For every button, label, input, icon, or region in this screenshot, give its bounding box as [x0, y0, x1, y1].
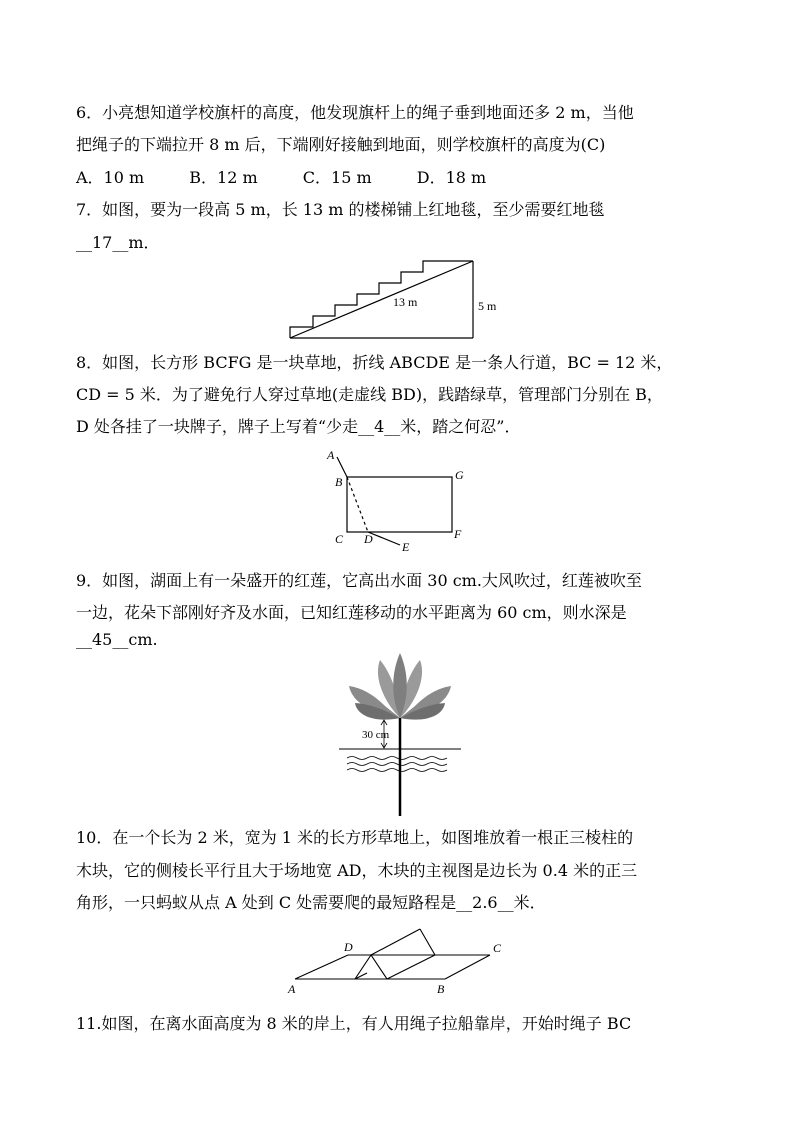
- label-d: D: [364, 532, 373, 546]
- water-waves: [347, 757, 447, 772]
- q8-answer: __4__: [358, 417, 401, 436]
- path-ab: [337, 457, 347, 477]
- q8-line-1: 8．如图，长方形 BCFG 是一块草地，折线 ABCDE 是一条人行道，BC = 12 米，: [76, 353, 673, 372]
- q7-answer-text: __17__m．: [76, 233, 160, 252]
- prism-top-ridge: [371, 929, 420, 955]
- label-b: B: [335, 475, 343, 489]
- q7-stairs-figure: [285, 255, 505, 345]
- label-g: G: [455, 468, 464, 482]
- q10-line-3-post: 米．: [513, 893, 546, 912]
- q9-line-3-post: cm.: [128, 630, 158, 649]
- q7-hyp-label: 13 m: [393, 295, 418, 309]
- label-f: F: [454, 527, 462, 541]
- q7-height-label: 5 m: [478, 299, 497, 313]
- q8-line-3-pre: D 处各挂了一块牌子，牌子上写着“少走: [76, 417, 359, 436]
- prism-side-edge: [387, 955, 435, 979]
- lawn-rectangle: [347, 477, 452, 532]
- q6-options: [76, 168, 726, 188]
- q8-line-3-post: 米，踏之何忍”．: [400, 417, 521, 436]
- q10-line-3-pre: 角形，一只蚂蚁从点 A 处到 C 处需要爬的最短路程是: [76, 893, 457, 912]
- label-c: C: [335, 532, 344, 546]
- q11-line-1: 11.如图，在离水面高度为 8 米的岸上，有人用绳子拉船靠岸，开始时绳子 BC: [76, 1014, 632, 1033]
- prism-front-face: [355, 955, 387, 979]
- q9-answer: __45__: [76, 630, 129, 649]
- q9-line-2: 一边，花朵下部刚好齐及水面，已知红莲移动的水平距离为 60 cm，则水深是: [76, 603, 627, 622]
- label-a: A: [327, 448, 335, 462]
- q6-option-d: D．18 m: [416, 168, 487, 187]
- q9-height-label: 30 cm: [362, 729, 390, 741]
- prism-back-edge: [420, 929, 435, 955]
- q6-line-2: 把绳子的下端拉开 8 m 后，下端刚好接触到地面，则学校旗杆的高度为(C): [76, 135, 606, 154]
- q7-answer: [76, 233, 726, 253]
- q8-line-3: [76, 417, 726, 437]
- q9-line-3: [76, 630, 726, 650]
- q10-line-1: 10．在一个长为 2 米，宽为 1 米的长方形草地上，如图堆放着一根正三棱柱的: [76, 828, 634, 847]
- q6-option-a: A．10 m: [76, 168, 145, 187]
- q6-option-c: C．15 m: [302, 168, 372, 187]
- lawn-right-edge: [445, 955, 490, 979]
- stairs-hypotenuse: [290, 261, 473, 338]
- q10-answer: __2.6__: [456, 893, 514, 912]
- label-a: A: [288, 982, 296, 996]
- path-de: [368, 532, 400, 545]
- dashed-bd: [347, 477, 368, 532]
- q10-line-2: 木块，它的侧棱长平行且大于场地宽 AD，木块的主视图是边长为 0.4 米的正三: [76, 861, 638, 880]
- lotus-flower-icon: [349, 653, 451, 720]
- label-b: B: [437, 982, 445, 996]
- q10-prism-figure: [285, 922, 515, 997]
- q7-line-1: 7．如图，要为一段高 5 m，长 13 m 的楼梯铺上红地毯，至少需要红地毯: [76, 200, 605, 219]
- q6-option-b: B．12 m: [189, 168, 258, 187]
- q9-line-1: 9．如图，湖面上有一朵盛开的红莲，它高出水面 30 cm.大风吹过，红莲被吹至: [76, 571, 642, 590]
- label-d: D: [344, 940, 353, 954]
- q9-lotus-figure: [335, 648, 465, 818]
- q8-lawn-figure: [320, 445, 480, 560]
- lawn-left-edge: [295, 955, 348, 979]
- label-c: C: [493, 941, 502, 955]
- q10-line-3: [76, 893, 726, 913]
- q6-line-1: 6．小亮想知道学校旗杆的高度，他发现旗杆上的绳子垂到地面还多 2 m，当他: [76, 103, 634, 122]
- label-e: E: [402, 540, 410, 554]
- q8-line-2: CD = 5 米．为了避免行人穿过草地(走虚线 BD)，践踏绿草，管理部门分别在 B，: [76, 385, 663, 404]
